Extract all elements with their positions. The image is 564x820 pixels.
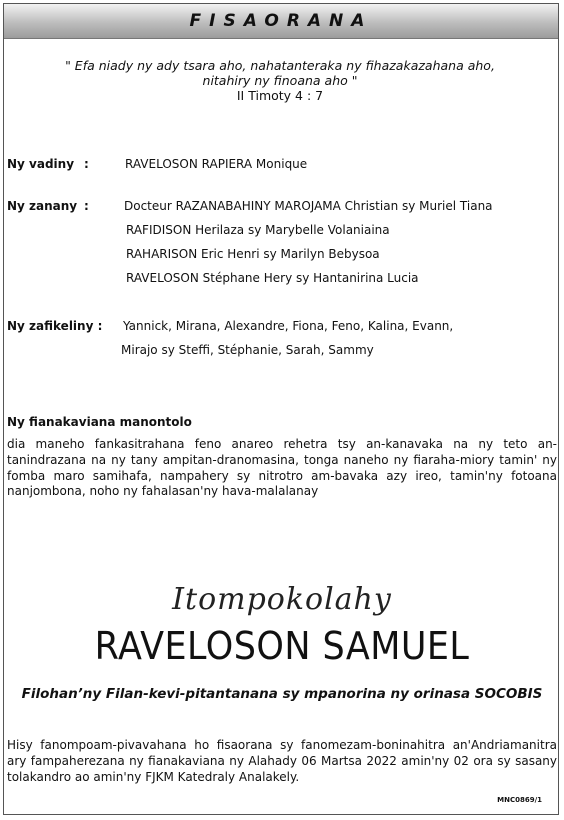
- grandchildren-line: Mirajo sy Steffi, Stéphanie, Sarah, Sammy: [121, 343, 374, 357]
- quote-line: nitahiry ny finoana aho ": [202, 73, 358, 88]
- quote-reference: II Timoty 4 : 7: [236, 88, 324, 103]
- honorific: Itompokolahy: [172, 582, 392, 617]
- spouse-sep: :: [84, 157, 89, 171]
- child-entry: Docteur RAZANABAHINY MAROJAMA Christian sy Muriel Tiana: [124, 199, 493, 213]
- deceased-role: Filohan’ny Filan-kevi-pitantanana sy mpanorina ny orinasa SOCOBIS: [21, 686, 543, 702]
- grandchildren-label: Ny zafikeliny :: [7, 319, 103, 333]
- service-announcement: Hisy fanompoam-pivavahana ho fisaorana sy fanomezam-boninahitra an'Andriamanitra ary fampaherezana ny fianakaviana ny Alahady 06 Martsa 2022 amin'ny 02 ora sy sasany tolakandro ao amin'ny FJKM Katedraly Analakely.: [7, 738, 557, 784]
- children-label: Ny zanany: [7, 199, 78, 213]
- thanks-paragraph: dia maneho fankasitrahana feno anareo rehetra tsy an-kanavaka na ny teto an-tanindrazana na ny tany ampitan-dranomasina, tonga naneho ny fiaraha-miory tamin' ny fomba maro samihafa, nampahery sy nitrotro am-bavaka azy ireo, tamin'ny fotoana nanjombona, noho ny fahalasan'ny hava-malalanay: [7, 437, 557, 499]
- page-title: FISAORANA: [189, 11, 373, 31]
- children-sep: :: [84, 199, 89, 213]
- reference-code: MNC0869/1: [497, 796, 542, 804]
- spouse-name: RAVELOSON RAPIERA Monique: [125, 157, 308, 171]
- child-entry: RAFIDISON Herilaza sy Marybelle Volaniaina: [126, 223, 390, 237]
- grandchildren-line: Yannick, Mirana, Alexandre, Fiona, Feno, Kalina, Evann,: [123, 319, 454, 333]
- child-entry: RAHARISON Eric Henri sy Marilyn Bebysoa: [126, 247, 380, 261]
- spouse-row: [7, 157, 74, 171]
- quote-line: " Efa niady ny ady tsara aho, nahatanteraka ny fihazakazahana aho,: [65, 58, 495, 73]
- header-banner: [4, 4, 558, 39]
- spouse-label: Ny vadiny: [7, 157, 75, 171]
- relatives-label: Ny fianakaviana manontolo: [7, 415, 192, 429]
- deceased-name: RAVELOSON SAMUEL: [94, 624, 470, 668]
- child-entry: RAVELOSON Stéphane Hery sy Hantanirina Lucia: [126, 271, 419, 285]
- bible-quote: [30, 58, 530, 103]
